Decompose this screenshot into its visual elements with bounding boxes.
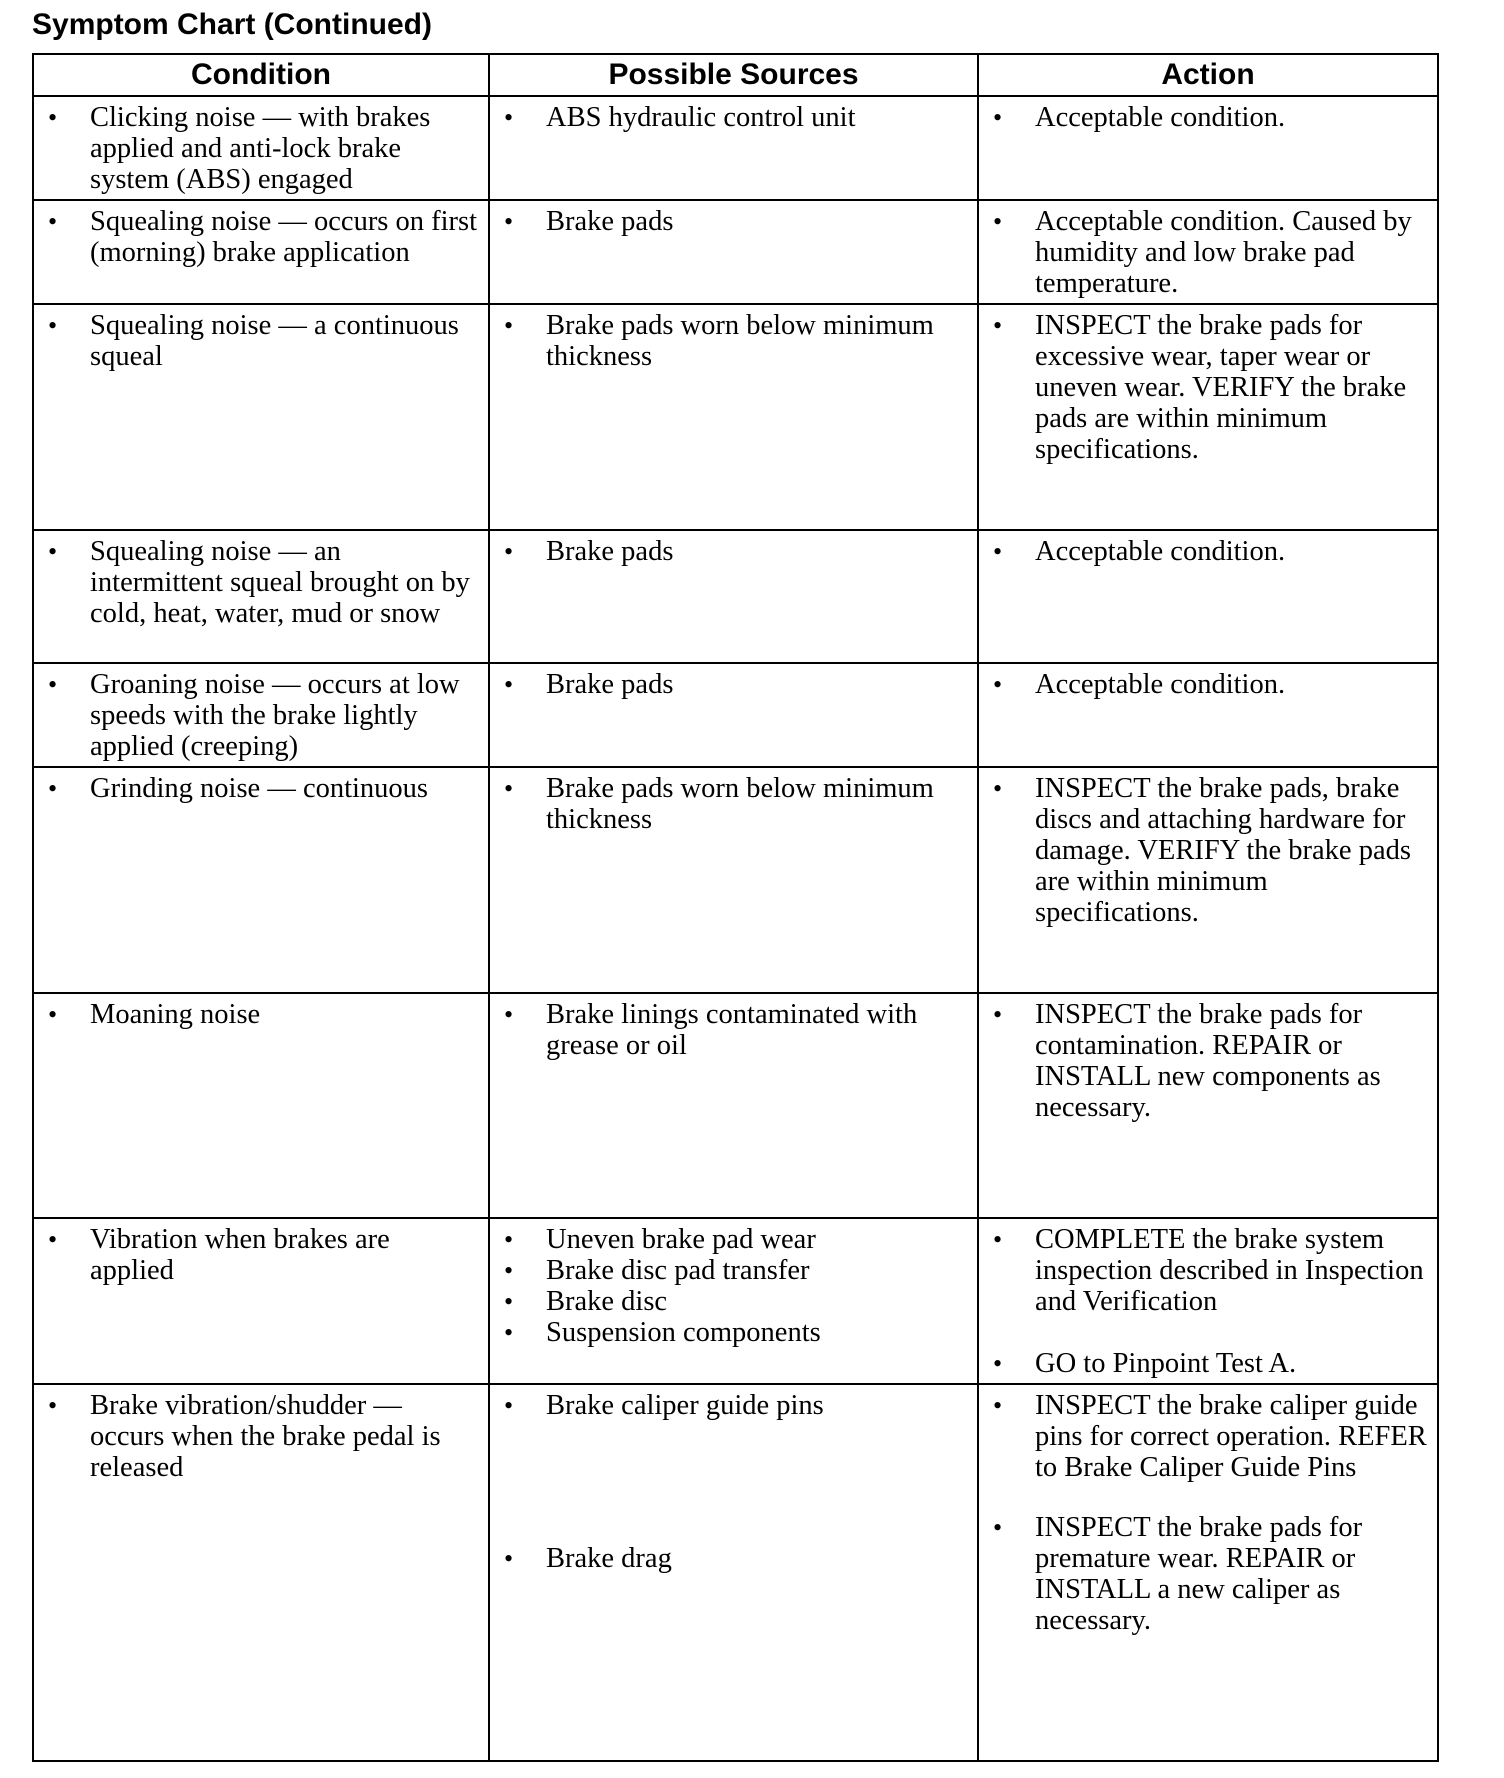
condition-cell (33, 993, 489, 1218)
list-item: • Brake pads (504, 669, 674, 700)
bullet-icon: • (48, 537, 58, 566)
condition-cell (33, 304, 489, 530)
action-cell (978, 200, 1438, 304)
bullet-icon: • (993, 537, 1003, 566)
header-action: Action (978, 54, 1438, 96)
bullet-icon: • (993, 1225, 1003, 1254)
bullet-icon: • (504, 1000, 514, 1029)
sources-cell (489, 200, 978, 304)
sources-cell (489, 767, 978, 993)
list-item: • INSPECT the brake pads for contamination. REPAIR or INSTALL new components as necessary. (993, 999, 1381, 1123)
list-item: • Acceptable condition. (993, 536, 1286, 567)
bullet-icon: • (48, 103, 58, 132)
bullet-icon: • (504, 1318, 514, 1347)
list-item: • Brake pads (504, 206, 674, 237)
list-item: • Brake disc (504, 1286, 668, 1317)
table-row (33, 1218, 1438, 1384)
list-item: • Brake pads worn below minimum thickness (504, 310, 934, 372)
bullet-icon: • (48, 774, 58, 803)
sources-cell (489, 530, 978, 663)
bullet-icon: • (48, 1000, 58, 1029)
list-item: • Brake linings contaminated with grease or oil (504, 999, 918, 1061)
action-cell (978, 993, 1438, 1218)
condition-cell (33, 200, 489, 304)
bullet-icon: • (993, 1513, 1003, 1542)
bullet-icon: • (993, 1000, 1003, 1029)
list-item: • INSPECT the brake pads for premature wear. REPAIR or INSTALL a new caliper as necessary. (993, 1512, 1363, 1636)
list-item: • COMPLETE the brake system inspection described in Inspection and Verification (993, 1224, 1424, 1317)
bullet-icon: • (48, 1391, 58, 1420)
list-item: • Suspension components (504, 1317, 821, 1348)
table-row (33, 530, 1438, 663)
list-item: • Brake drag (504, 1543, 672, 1574)
list-item: • Clicking noise — with brakes applied and anti-lock brake system (ABS) engaged (48, 102, 431, 195)
action-cell (978, 767, 1438, 993)
bullet-icon: • (993, 311, 1003, 340)
bullet-icon: • (48, 670, 58, 699)
list-item: • Brake pads (504, 536, 674, 567)
bullet-icon: • (993, 1349, 1003, 1378)
list-item: • Brake vibration/shudder — occurs when the brake pedal is released (48, 1390, 441, 1483)
bullet-icon: • (993, 103, 1003, 132)
table-row (33, 663, 1438, 767)
action-cell (978, 663, 1438, 767)
list-item: • Squealing noise — occurs on first (morning) brake application (48, 206, 478, 268)
bullet-icon: • (48, 207, 58, 236)
action-cell (978, 1384, 1438, 1761)
table-row (33, 96, 1438, 200)
condition-cell (33, 1218, 489, 1384)
bullet-icon: • (993, 774, 1003, 803)
table-row (33, 200, 1438, 304)
list-item: • Vibration when brakes are applied (48, 1224, 390, 1286)
sources-cell (489, 993, 978, 1218)
sources-cell (489, 1384, 978, 1761)
bullet-icon: • (504, 1391, 514, 1420)
bullet-icon: • (504, 207, 514, 236)
bullet-icon: • (993, 207, 1003, 236)
table-row (33, 1384, 1438, 1761)
sources-cell (489, 1218, 978, 1384)
action-cell (978, 304, 1438, 530)
list-item: • Brake pads worn below minimum thickness (504, 773, 934, 835)
page-title: Symptom Chart (Continued) (32, 8, 432, 41)
list-item: • INSPECT the brake pads, brake discs and attaching hardware for damage. VERIFY the brake pads are within minimum specifications. (993, 773, 1411, 928)
table-row (33, 767, 1438, 993)
list-item: • Squealing noise — a continuous squeal (48, 310, 459, 372)
sources-cell (489, 663, 978, 767)
list-item: • GO to Pinpoint Test A. (993, 1348, 1297, 1379)
bullet-icon: • (504, 1256, 514, 1285)
condition-cell (33, 767, 489, 993)
bullet-icon: • (993, 670, 1003, 699)
bullet-icon: • (504, 103, 514, 132)
action-cell (978, 96, 1438, 200)
condition-cell (33, 1384, 489, 1761)
list-item: • Acceptable condition. Caused by humidity and low brake pad temperature. (993, 206, 1412, 299)
list-item: • Grinding noise — continuous (48, 773, 429, 804)
list-item: • INSPECT the brake pads for excessive wear, taper wear or uneven wear. VERIFY the brake pads are within minimum specifications. (993, 310, 1407, 465)
sources-cell (489, 96, 978, 200)
bullet-icon: • (993, 1391, 1003, 1420)
list-item: • Groaning noise — occurs at low speeds with the brake lightly applied (creeping) (48, 669, 460, 762)
condition-cell (33, 96, 489, 200)
bullet-icon: • (504, 774, 514, 803)
action-cell (978, 1218, 1438, 1384)
list-item: • Uneven brake pad wear (504, 1224, 816, 1255)
bullet-icon: • (504, 1544, 514, 1573)
condition-cell (33, 530, 489, 663)
table-row (33, 993, 1438, 1218)
list-item: • Moaning noise (48, 999, 261, 1030)
bullet-icon: • (48, 1225, 58, 1254)
bullet-icon: • (504, 1225, 514, 1254)
list-item: • Acceptable condition. (993, 102, 1286, 133)
list-item: • ABS hydraulic control unit (504, 102, 856, 133)
action-cell (978, 530, 1438, 663)
list-item: • Brake disc pad transfer (504, 1255, 810, 1286)
list-item: • Brake caliper guide pins (504, 1390, 824, 1421)
header-possible-sources: Possible Sources (489, 54, 978, 96)
list-item: • Acceptable condition. (993, 669, 1286, 700)
list-item: • INSPECT the brake caliper guide pins for correct operation. REFER to Brake Caliper Guide Pins (993, 1390, 1427, 1483)
bullet-icon: • (504, 537, 514, 566)
header-row (33, 54, 1438, 96)
table-row (33, 304, 1438, 530)
condition-cell (33, 663, 489, 767)
bullet-icon: • (504, 1287, 514, 1316)
list-item: • Squealing noise — an intermittent squeal brought on by cold, heat, water, mud or snow (48, 536, 470, 629)
bullet-icon: • (48, 311, 58, 340)
header-condition: Condition (33, 54, 489, 96)
symptom-chart-table (32, 53, 1439, 1762)
sources-cell (489, 304, 978, 530)
bullet-icon: • (504, 670, 514, 699)
bullet-icon: • (504, 311, 514, 340)
